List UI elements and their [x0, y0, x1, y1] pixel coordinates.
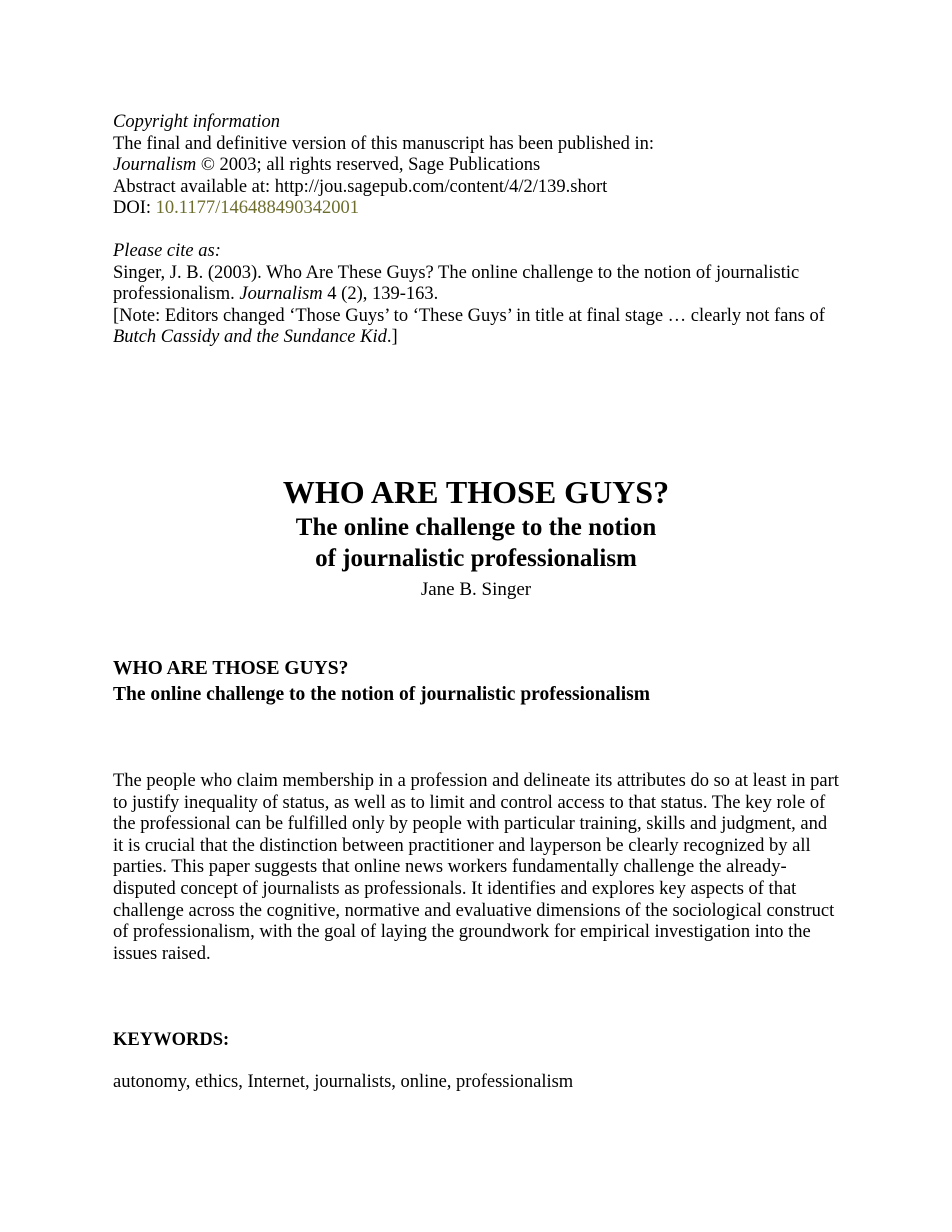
citation-journal-name: Journalism: [239, 284, 323, 305]
citation-text: [113, 263, 839, 306]
doi-label: DOI:: [113, 198, 156, 219]
abstract-block: [113, 771, 839, 965]
abstract-paragraph: The people who claim membership in a profession and delineate its attributes do so at least in part to justify inequality of status, as well as to limit and control access to that status. The key role of the professional can be fulfilled only by people with particular training, skills and judgment, and it is crucial that the distinction between practitioner and layperson be clearly recognized by all parties. This paper suggests that online news workers fundamentally challenge the already-disputed concept of journalists as professionals. It identifies and explores key aspects of that challenge across the cognitive, normative and evaluative dimensions of the sociological construct of professionalism, with the goal of laying the groundwork for empirical investigation into the issues raised.: [113, 771, 839, 964]
journal-name: Journalism: [113, 155, 197, 176]
doi-link[interactable]: 10.1177/146488490342001: [155, 198, 359, 219]
doi-line: [113, 198, 839, 220]
journal-line: [113, 155, 839, 177]
subtitle-line-2: of journalistic professionalism: [315, 545, 637, 572]
title-block: [113, 472, 839, 603]
subtitle-line-1: The online challenge to the notion: [295, 514, 657, 541]
section-heading-line-2: The online challenge to the notion of journalistic professionalism: [113, 684, 650, 705]
keywords-list: autonomy, ethics, Internet, journalists, online, professionalism: [113, 1072, 574, 1092]
copyright-heading: Copyright information: [113, 112, 281, 132]
copyright-block: [113, 112, 839, 220]
citation-block: [113, 241, 839, 349]
note-film-title: Butch Cassidy and the Sundance Kid: [113, 327, 387, 348]
note-after: .]: [386, 327, 398, 348]
published-line: The final and definitive version of this manuscript has been published in:: [113, 133, 654, 154]
author-name: Jane B. Singer: [420, 579, 532, 600]
section-heading-line-1: WHO ARE THOSE GUYS?: [113, 658, 349, 679]
note-before: [Note: Editors changed ‘Those Guys’ to ‘These Guys’ in title at final stage … clearly not fans of: [113, 305, 825, 326]
section-heading: [113, 656, 839, 708]
journal-line-rest: © 2003; all rights reserved, Sage Publications: [196, 155, 541, 176]
keywords-heading: KEYWORDS:: [113, 1030, 230, 1050]
page-title: WHO ARE THOSE GUYS?: [282, 474, 670, 510]
citation-after-journal: 4 (2), 139-163.: [322, 284, 439, 305]
citation-heading: Please cite as:: [113, 241, 221, 261]
abstract-available-line: Abstract available at: http://jou.sagepub.com/content/4/2/139.short: [113, 176, 608, 197]
citation-before-journal: Singer, J. B. (2003). Who Are These Guys? The online challenge to the notion of journalistic professionalism.: [113, 262, 800, 305]
editor-note: [113, 306, 839, 349]
